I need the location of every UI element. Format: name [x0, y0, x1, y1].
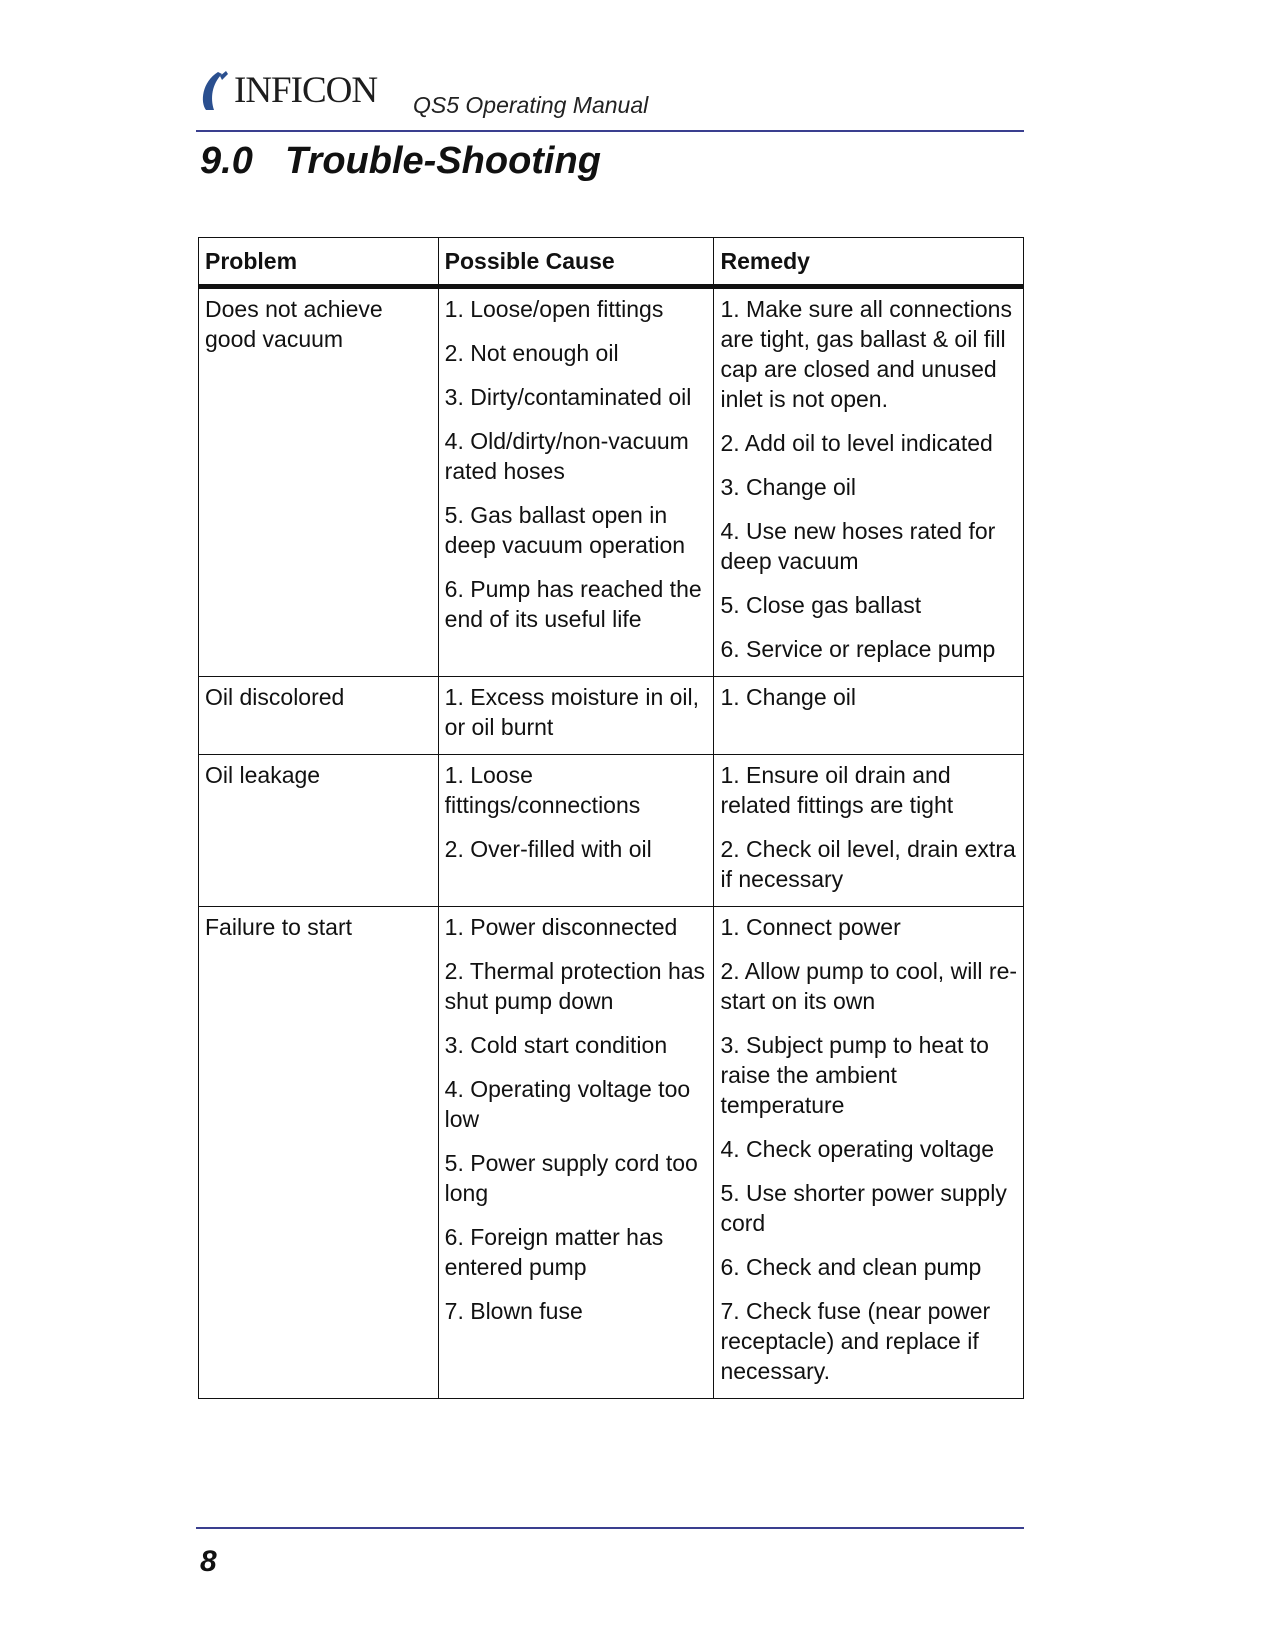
cause-item: 5. Gas ballast open in deep vacuum operation: [444, 502, 686, 558]
section-title: [200, 140, 601, 183]
cause-item: 1. Power disconnected: [444, 914, 678, 940]
cause-item: 1. Loose fittings/connections: [444, 762, 641, 818]
inficon-swoosh-icon: [196, 68, 230, 112]
section-heading: Trouble-Shooting: [285, 140, 601, 182]
remedy-item: 2. Allow pump to cool, will re-start on its own: [720, 958, 1018, 1014]
column-header-remedy: Remedy: [714, 238, 1024, 287]
remedy-cell: [714, 907, 1024, 1399]
inficon-logo: [196, 68, 377, 112]
cause-item: 1. Excess moisture in oil, or oil burnt: [444, 684, 700, 740]
cause-cell: [438, 755, 714, 907]
remedy-item: 6. Check and clean pump: [720, 1254, 982, 1280]
header-rule: [196, 130, 1024, 132]
cause-item: 6. Foreign matter has entered pump: [444, 1224, 664, 1280]
cause-item: 1. Loose/open fittings: [444, 296, 664, 322]
cause-cell: [438, 907, 714, 1399]
problem-text: Failure to start: [205, 914, 352, 940]
remedy-item: 4. Use new hoses rated for deep vacuum: [720, 518, 996, 574]
problem-cell: [199, 677, 439, 755]
remedy-item: 2. Add oil to level indicated: [720, 430, 993, 456]
section-number: 9.0: [200, 140, 253, 182]
problem-text: Does not achieve good vacuum: [205, 296, 383, 352]
cause-item: 5. Power supply cord too long: [444, 1150, 698, 1206]
remedy-item: 4. Check operating voltage: [720, 1136, 995, 1162]
column-header-cause: Possible Cause: [438, 238, 714, 287]
table-header-row: [199, 238, 1024, 287]
table-row: [199, 677, 1024, 755]
remedy-cell: [714, 287, 1024, 677]
table-row: [199, 287, 1024, 677]
cause-item: 3. Cold start condition: [444, 1032, 668, 1058]
cause-item: 2. Over-filled with oil: [444, 836, 652, 862]
problem-text: Oil discolored: [205, 684, 345, 710]
table-body: [199, 287, 1024, 1399]
remedy-item: 1. Ensure oil drain and related fittings are tight: [720, 762, 954, 818]
remedy-item: 1. Make sure all connections are tight, gas ballast & oil fill cap are closed and unused inlet is not open.: [720, 296, 1012, 412]
problem-cell: [199, 287, 439, 677]
page-header: [196, 62, 1024, 132]
cause-item: 2. Thermal protection has shut pump down: [444, 958, 706, 1014]
problem-text: Oil leakage: [205, 762, 321, 788]
table-row: [199, 907, 1024, 1399]
cause-item: 4. Operating voltage too low: [444, 1076, 691, 1132]
logo-text: INFICON: [234, 69, 378, 111]
column-header-problem: Problem: [199, 238, 439, 287]
remedy-item: 5. Close gas ballast: [720, 592, 922, 618]
manual-title: QS5 Operating Manual: [413, 92, 649, 118]
remedy-cell: [714, 755, 1024, 907]
remedy-item: 7. Check fuse (near power receptacle) and replace if necessary.: [720, 1298, 991, 1384]
remedy-item: 2. Check oil level, drain extra if necessary: [720, 836, 1016, 892]
problem-cell: [199, 907, 439, 1399]
remedy-item: 5. Use shorter power supply cord: [720, 1180, 1007, 1236]
cause-item: 7. Blown fuse: [444, 1298, 583, 1324]
remedy-cell: [714, 677, 1024, 755]
cause-cell: [438, 677, 714, 755]
troubleshooting-table: [198, 237, 1024, 1399]
cause-item: 4. Old/dirty/non-vacuum rated hoses: [444, 428, 689, 484]
remedy-item: 6. Service or replace pump: [720, 636, 996, 662]
remedy-item: 3. Subject pump to heat to raise the ambient temperature: [720, 1032, 989, 1118]
cause-item: 2. Not enough oil: [444, 340, 619, 366]
remedy-item: 1. Connect power: [720, 914, 901, 940]
footer-rule: [196, 1527, 1024, 1529]
table-row: [199, 755, 1024, 907]
cause-item: 6. Pump has reached the end of its useful life: [444, 576, 702, 632]
page-number: 8: [200, 1545, 217, 1578]
problem-cell: [199, 755, 439, 907]
remedy-item: 3. Change oil: [720, 474, 857, 500]
cause-cell: [438, 287, 714, 677]
remedy-item: 1. Change oil: [720, 684, 857, 710]
cause-item: 3. Dirty/contaminated oil: [444, 384, 692, 410]
